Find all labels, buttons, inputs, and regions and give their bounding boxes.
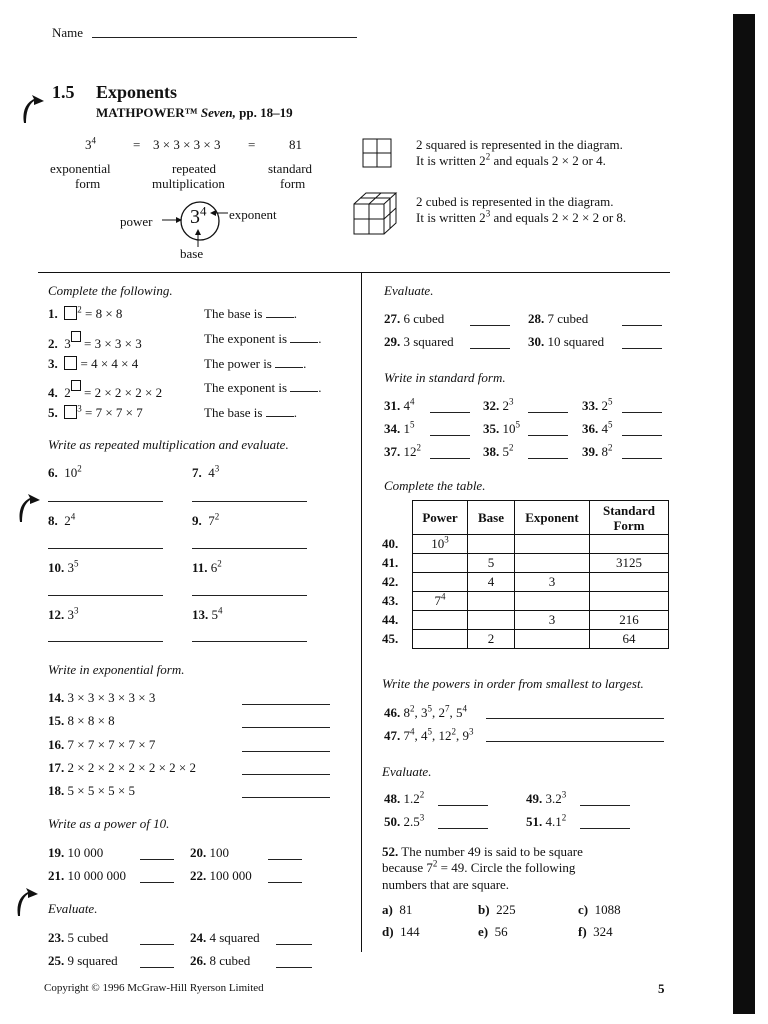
- question-1: 1. $^2$ = 8 × 8: [48, 304, 123, 321]
- answer-line[interactable]: [622, 325, 662, 326]
- answer-line[interactable]: [430, 412, 470, 413]
- cell-base: 4: [468, 573, 515, 592]
- question-39: 39. $8^2$: [582, 442, 613, 459]
- question-3-prompt: The power is .: [204, 356, 307, 371]
- cell-base[interactable]: [468, 535, 515, 554]
- page-marker-icon: [16, 488, 46, 524]
- answer-box[interactable]: [64, 356, 77, 370]
- answer-box[interactable]: [64, 405, 77, 419]
- answer-line[interactable]: [528, 435, 568, 436]
- row-number: 42.: [382, 574, 399, 589]
- question-15: 15. 8 × 8 × 8: [48, 713, 115, 728]
- question-28: 28. 7 cubed: [528, 311, 589, 326]
- table-row: [382, 630, 669, 649]
- question-2: 2. 3 = 3 × 3 × 3: [48, 331, 142, 352]
- answer-box[interactable]: [71, 331, 81, 342]
- cell-power: $7^4$: [413, 592, 468, 611]
- question-5: 5. $^3$ = 7 × 7 × 7: [48, 403, 143, 420]
- answer-line[interactable]: [528, 412, 568, 413]
- question-36: 36. $4^5$: [582, 419, 613, 436]
- label-multiplication: multiplication: [152, 176, 225, 191]
- cell-power[interactable]: [413, 630, 468, 649]
- question-11: 11. $6^2$: [192, 558, 222, 575]
- cell-base: 5: [468, 554, 515, 573]
- standard-heading: Write in standard form.: [384, 370, 506, 385]
- question-34: 34. $1^5$: [384, 419, 415, 436]
- answer-line[interactable]: [430, 435, 470, 436]
- equals-sign: =: [133, 137, 141, 152]
- answer-line[interactable]: [486, 718, 664, 719]
- answer-line[interactable]: [192, 595, 307, 596]
- question-21: 21. 10 000 000: [48, 868, 126, 883]
- table-heading: Complete the table.: [384, 478, 486, 493]
- question-5-prompt: The base is .: [204, 405, 297, 420]
- complete-heading: Complete the following.: [48, 283, 173, 298]
- row-number: 43.: [382, 593, 399, 608]
- question-17: 17. 2 × 2 × 2 × 2 × 2 × 2 × 2: [48, 760, 196, 775]
- cell-exponent[interactable]: [515, 592, 590, 611]
- expform-heading: Write in exponential form.: [48, 662, 185, 677]
- choice-b[interactable]: b) 225: [478, 902, 516, 917]
- row-number: 40.: [382, 536, 399, 551]
- answer-line[interactable]: [470, 348, 510, 349]
- question-49: 49. $3.2^3$: [526, 789, 567, 806]
- cell-exponent[interactable]: [515, 630, 590, 649]
- section-title: Exponents: [96, 82, 178, 102]
- label-standard: standard: [268, 161, 313, 176]
- question-50: 50. $2.5^3$: [384, 812, 425, 829]
- answer-line[interactable]: [242, 704, 330, 705]
- table-row: [382, 611, 669, 630]
- cell-exponent[interactable]: [515, 554, 590, 573]
- answer-box[interactable]: [71, 380, 81, 391]
- answer-line[interactable]: [622, 348, 662, 349]
- question-4-prompt: The exponent is .: [204, 380, 322, 395]
- answer-line[interactable]: [276, 967, 312, 968]
- question-32: 32. $2^3$: [483, 396, 514, 413]
- cell-base[interactable]: [468, 592, 515, 611]
- answer-line[interactable]: [192, 548, 307, 549]
- binding-edge: [733, 14, 755, 1014]
- answer-line[interactable]: [580, 805, 630, 806]
- answer-line[interactable]: [242, 727, 330, 728]
- evaluate-heading: Evaluate.: [384, 283, 434, 298]
- question-10: 10. $3^5$: [48, 558, 79, 575]
- question-9: 9. $7^2$: [192, 511, 220, 528]
- answer-line[interactable]: [48, 595, 163, 596]
- answer-line[interactable]: [140, 967, 174, 968]
- answer-line[interactable]: [276, 944, 312, 945]
- page-marker-icon: [20, 85, 50, 125]
- answer-line[interactable]: [622, 435, 662, 436]
- standard-example: 81: [289, 137, 302, 152]
- table-row: [382, 592, 669, 611]
- power-label: power: [120, 214, 153, 229]
- answer-line[interactable]: [438, 828, 488, 829]
- exponential-example: $3^4$: [85, 135, 96, 152]
- question-46-text: $8^2$, $3^5$, $2^7$, $5^4$: [403, 703, 467, 720]
- question-52-line2: because $7^2 = 49$. Circle the following: [382, 858, 576, 875]
- question-20: 20. 100: [190, 845, 229, 860]
- question-2-prompt: The exponent is .: [204, 331, 322, 346]
- cell-power: $10^3$: [413, 535, 468, 554]
- evaluate-heading: Evaluate.: [382, 764, 432, 779]
- cell-exponent[interactable]: [515, 535, 590, 554]
- page-marker-icon: [14, 882, 44, 918]
- answer-line[interactable]: [268, 859, 302, 860]
- col-header-exponent: Exponent: [515, 501, 590, 535]
- answer-line[interactable]: [48, 641, 163, 642]
- question-30: 30. 10 squared: [528, 334, 605, 349]
- question-7: 7. $4^3$: [192, 463, 220, 480]
- answer-line[interactable]: [580, 828, 630, 829]
- question-48: 48. $1.2^2$: [384, 789, 425, 806]
- cell-base: 2: [468, 630, 515, 649]
- question-4: 4. 2 = 2 × 2 × 2 × 2: [48, 380, 162, 401]
- col-header-standard-form: Standard Form: [590, 501, 669, 535]
- answer-line[interactable]: [438, 805, 488, 806]
- row-number: 41.: [382, 555, 399, 570]
- power10-heading: Write as a power of 10.: [48, 816, 170, 831]
- answer-line[interactable]: [622, 412, 662, 413]
- cell-standard-form[interactable]: [590, 592, 669, 611]
- answer-line[interactable]: [486, 741, 664, 742]
- cell-base[interactable]: [468, 611, 515, 630]
- answer-line[interactable]: [528, 458, 568, 459]
- question-14: 14. 3 × 3 × 3 × 3 × 3: [48, 690, 156, 705]
- question-24: 24. 4 squared: [190, 930, 260, 945]
- question-29: 29. 3 squared: [384, 334, 454, 349]
- question-35: 35. $10^5$: [483, 419, 520, 436]
- question-22: 22. 100 000: [190, 868, 252, 883]
- question-27: 27. 6 cubed: [384, 311, 445, 326]
- question-33: 33. $2^5$: [582, 396, 613, 413]
- question-18: 18. 5 × 5 × 5 × 5: [48, 783, 135, 798]
- answer-line[interactable]: [430, 458, 470, 459]
- choice-c[interactable]: c) 1088: [578, 902, 621, 917]
- exponent-label: exponent: [229, 207, 277, 222]
- question-6: 6. $10^2$: [48, 463, 82, 480]
- cell-standard-form: 3125: [590, 554, 669, 573]
- cube-diagram-icon: [352, 190, 402, 238]
- answer-line[interactable]: [242, 751, 330, 752]
- choice-d[interactable]: d) 144: [382, 924, 420, 939]
- label-exponential-form: form: [75, 176, 101, 191]
- answer-line[interactable]: [622, 458, 662, 459]
- choice-e[interactable]: e) 56: [478, 924, 508, 939]
- name-field[interactable]: [92, 37, 357, 38]
- cell-exponent: 3: [515, 573, 590, 592]
- answer-line[interactable]: [192, 501, 307, 502]
- table-row: [382, 554, 669, 573]
- answer-box[interactable]: [64, 306, 77, 320]
- copyright-text: Copyright © 1996 McGraw-Hill Ryerson Limited: [44, 982, 264, 994]
- cell-standard-form[interactable]: [590, 573, 669, 592]
- cell-standard-form[interactable]: [590, 535, 669, 554]
- question-52-line3: numbers that are square.: [382, 877, 510, 892]
- evaluate-heading: Evaluate.: [48, 901, 98, 916]
- cell-power[interactable]: [413, 554, 468, 573]
- cell-power[interactable]: [413, 573, 468, 592]
- name-label: Name: [52, 25, 84, 40]
- section-source: MATHPOWER™ Seven, pp. 18–19: [96, 105, 293, 120]
- answer-line[interactable]: [48, 548, 163, 549]
- question-51: 51. $4.1^2$: [526, 812, 567, 829]
- question-19: 19. 10 000: [48, 845, 104, 860]
- label-repeated: repeated: [172, 161, 217, 176]
- equals-sign: =: [248, 137, 256, 152]
- squared-text-1: 2 squared is represented in the diagram.: [416, 137, 623, 152]
- complete-table: [382, 500, 669, 649]
- cubed-text-2: It is written $2^3$ and equals 2 × 2 × 2 or 8.: [416, 208, 627, 225]
- cell-exponent: 3: [515, 611, 590, 630]
- question-47: 47. $7^4$, $4^5$, $12^2$, $9^3$: [384, 726, 474, 743]
- question-46: 46. $8^2$, $3^5$, $2^7$, $5^4$: [384, 703, 467, 720]
- question-47-text: $7^4$, $4^5$, $12^2$, $9^3$: [403, 726, 474, 743]
- choice-a[interactable]: a) 81: [382, 902, 413, 917]
- cubed-text-1: 2 cubed is represented in the diagram.: [416, 194, 614, 209]
- answer-line[interactable]: [470, 325, 510, 326]
- question-25: 25. 9 squared: [48, 953, 118, 968]
- question-52: 52. The number 49 is said to be square: [382, 844, 583, 859]
- base-label: base: [180, 246, 204, 261]
- question-3: 3. = 4 × 4 × 4: [48, 356, 139, 371]
- answer-line[interactable]: [140, 944, 174, 945]
- question-12: 12. $3^3$: [48, 605, 79, 622]
- square-diagram-icon: [362, 138, 392, 168]
- question-23: 23. 5 cubed: [48, 930, 109, 945]
- answer-line[interactable]: [192, 641, 307, 642]
- repeated-example: 3 × 3 × 3 × 3: [153, 137, 221, 152]
- table-row: [382, 573, 669, 592]
- order-heading: Write the powers in order from smallest to largest.: [382, 676, 644, 691]
- repeated-heading: Write as repeated multiplication and evaluate.: [48, 437, 289, 452]
- page-number: 5: [658, 981, 665, 996]
- col-header-power: Power: [413, 501, 468, 535]
- question-26: 26. 8 cubed: [190, 953, 251, 968]
- horizontal-divider: [38, 272, 670, 273]
- question-38: 38. $5^2$: [483, 442, 514, 459]
- label-exponential: exponential: [50, 161, 111, 176]
- answer-line[interactable]: [268, 882, 302, 883]
- question-1-prompt: The base is .: [204, 306, 297, 321]
- label-standard-form: form: [280, 176, 306, 191]
- question-37: 37. $12^2$: [384, 442, 421, 459]
- table-row: [382, 535, 669, 554]
- cell-standard-form: 64: [590, 630, 669, 649]
- row-number: 45.: [382, 631, 399, 646]
- question-13: 13. $5^4$: [192, 605, 223, 622]
- question-31: 31. $4^4$: [384, 396, 415, 413]
- choice-f[interactable]: f) 324: [578, 924, 613, 939]
- col-header-base: Base: [468, 501, 515, 535]
- cell-standard-form: 216: [590, 611, 669, 630]
- squared-text-2: It is written $2^2$ and equals 2 × 2 or 4.: [416, 151, 606, 168]
- row-number: 44.: [382, 612, 399, 627]
- answer-line[interactable]: [48, 501, 163, 502]
- question-16: 16. 7 × 7 × 7 × 7 × 7: [48, 737, 156, 752]
- answer-line[interactable]: [140, 882, 174, 883]
- circled-power: $3^4$: [190, 203, 207, 228]
- cell-power[interactable]: [413, 611, 468, 630]
- answer-line[interactable]: [242, 797, 330, 798]
- column-divider: [361, 272, 362, 952]
- answer-line[interactable]: [140, 859, 174, 860]
- answer-line[interactable]: [242, 774, 330, 775]
- question-8: 8. $2^4$: [48, 511, 76, 528]
- section-number: 1.5: [52, 82, 75, 102]
